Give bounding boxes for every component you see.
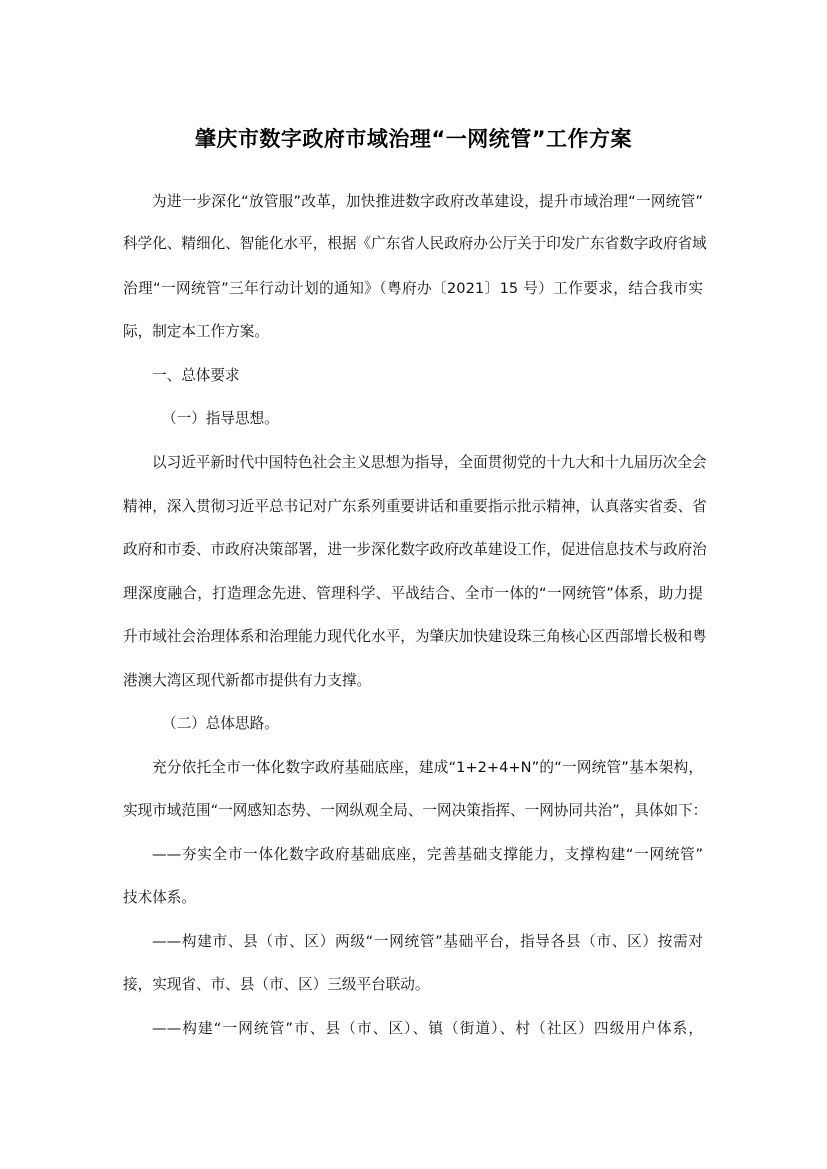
- document-title: 肇庆市数字政府市域治理“一网统管”工作方案: [194, 127, 633, 151]
- paragraph-line: 以习近平新时代中国特色社会主义思想为指导，全面贯彻党的十九大和十九届历次全会: [152, 454, 707, 471]
- paragraph-line: 实现市域范围“一网感知态势、一网纵观全局、一网决策指挥、一网协同共治”，具体如下：: [123, 802, 708, 819]
- paragraph-line: 精神，深入贯彻习近平总书记对广东系列重要讲话和重要指示批示精神，认真落实省委、省: [123, 498, 707, 515]
- list-item-line: ——构建市、县（市、区）两级“一网统管”基础平台，指导各县（市、区）按需对: [152, 933, 703, 950]
- subsection-heading: （二）总体思路。: [162, 715, 279, 732]
- paragraph-line: 理深度融合，打造理念先进、管理科学、平战结合、全市一体的“一网统管”体系，助力提: [123, 585, 703, 602]
- subsection-heading: （一）指导思想。: [162, 410, 279, 427]
- list-item-line: 接，实现省、市、县（市、区）三级平台联动。: [123, 976, 430, 993]
- paragraph-line: 科学化、精细化、智能化水平，根据《广东省人民政府办公厅关于印发广东省数字政府省域: [123, 235, 707, 252]
- list-item-line: ——夯实全市一体化数字政府基础底座，完善基础支撑能力，支撑构建“一网统管”: [152, 846, 703, 863]
- paragraph-line: 治理“一网统管”三年行动计划的通知》（粤府办〔2021〕15 号）工作要求，结合我市实: [123, 280, 703, 297]
- section-heading: 一、总体要求: [152, 367, 240, 384]
- paragraph-line: 为进一步深化“放管服”改革，加快推进数字政府改革建设，提升市域治理“一网统管”: [152, 193, 703, 210]
- paragraph-line: 际，制定本工作方案。: [123, 323, 269, 340]
- list-item-line: 技术体系。: [123, 889, 196, 906]
- paragraph-line: 升市域社会治理体系和治理能力现代化水平，为肇庆加快建设珠三角核心区西部增长极和粤: [123, 628, 707, 645]
- paragraph-line: 港澳大湾区现代新都市提供有力支撑。: [123, 672, 372, 689]
- list-item-line: ——构建“一网统管”市、县（市、区）、镇（街道）、村（社区）四级用户体系，: [152, 1020, 703, 1037]
- paragraph-line: 政府和市委、市政府决策部署，进一步深化数字政府改革建设工作，促进信息技术与政府治: [123, 541, 707, 558]
- paragraph-line: 充分依托全市一体化数字政府基础底座，建成“1+2+4+N”的“一网统管”基本架构，: [152, 759, 703, 776]
